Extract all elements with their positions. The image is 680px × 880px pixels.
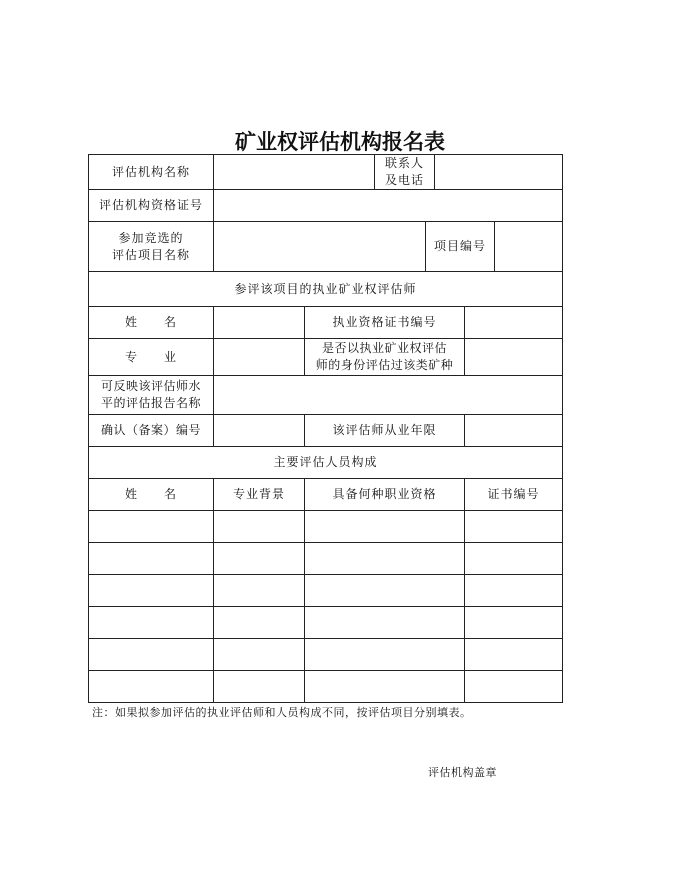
staff-cell[interactable] — [214, 575, 304, 606]
report-name-line2: 平的评估报告名称 — [100, 396, 201, 410]
staff-cell[interactable] — [89, 511, 213, 542]
qualification-no-field[interactable] — [214, 190, 562, 221]
appraiser-name-field[interactable] — [214, 307, 304, 338]
report-name-label — [89, 376, 213, 414]
cert-no-label: 执业资格证书编号 — [332, 315, 437, 329]
org-name-field[interactable] — [214, 155, 374, 189]
staff-cell[interactable] — [465, 575, 562, 606]
contact-label — [375, 155, 434, 189]
project-name-label — [89, 222, 213, 271]
identity-question-line1: 是否以执业矿业权评估 — [321, 341, 447, 355]
staff-cell[interactable] — [465, 671, 562, 702]
staff-cell[interactable] — [465, 639, 562, 670]
form-title: 矿业权评估机构报名表 — [235, 129, 445, 154]
staff-cell[interactable] — [89, 639, 213, 670]
staff-header-major: 专业背景 — [232, 487, 285, 501]
contact-field[interactable] — [435, 155, 562, 189]
staff-cell[interactable] — [214, 511, 304, 542]
project-no-label: 项目编号 — [433, 239, 486, 253]
years-field[interactable] — [465, 415, 562, 446]
project-name-label-line1: 参加竞选的 — [118, 230, 184, 245]
identity-question-label — [305, 339, 464, 375]
contact-label-line2: 及电话 — [384, 173, 424, 187]
appraiser-name-label: 姓 名 — [124, 315, 177, 329]
staff-cell[interactable] — [89, 671, 213, 702]
identity-question-line2: 师的身份评估过该类矿种 — [315, 358, 454, 372]
seal-label: 评估机构盖章 — [428, 766, 497, 779]
years-label: 该评估师从业年限 — [332, 423, 437, 437]
staff-header-qualification: 具备何种职业资格 — [332, 487, 437, 501]
major-label: 专 业 — [124, 349, 177, 364]
staff-cell[interactable] — [214, 607, 304, 638]
major-field[interactable] — [214, 339, 304, 375]
staff-section-header: 主要评估人员构成 — [273, 455, 378, 469]
staff-cell[interactable] — [89, 543, 213, 574]
report-name-line1: 可反映该评估师水 — [100, 379, 201, 393]
staff-cell[interactable] — [89, 575, 213, 606]
record-no-field[interactable] — [214, 415, 304, 446]
grid-line — [562, 154, 563, 703]
staff-cell[interactable] — [214, 671, 304, 702]
identity-question-field[interactable] — [465, 339, 562, 375]
staff-cell[interactable] — [305, 575, 464, 606]
staff-cell[interactable] — [214, 543, 304, 574]
appraiser-section-header: 参评该项目的执业矿业权评估师 — [234, 281, 417, 296]
contact-label-line1: 联系人 — [384, 156, 424, 170]
staff-cell[interactable] — [305, 511, 464, 542]
staff-cell[interactable] — [465, 543, 562, 574]
qualification-no-label: 评估机构资格证号 — [98, 198, 203, 212]
staff-cell[interactable] — [305, 543, 464, 574]
project-name-label-line2: 评估项目名称 — [111, 247, 190, 262]
staff-cell[interactable] — [465, 511, 562, 542]
project-name-field[interactable] — [214, 222, 425, 271]
cert-no-field[interactable] — [465, 307, 562, 338]
staff-cell[interactable] — [305, 671, 464, 702]
staff-header-name: 姓 名 — [124, 487, 177, 501]
staff-header-cert-no: 证书编号 — [487, 487, 540, 501]
staff-cell[interactable] — [89, 607, 213, 638]
staff-cell[interactable] — [465, 607, 562, 638]
staff-cell[interactable] — [214, 639, 304, 670]
report-name-field[interactable] — [214, 376, 562, 414]
staff-cell[interactable] — [305, 607, 464, 638]
footnote: 注：如果拟参加评估的执业评估师和人员构成不同，按评估项目分别填表。 — [92, 706, 472, 719]
org-name-label: 评估机构名称 — [111, 164, 190, 179]
project-no-field[interactable] — [495, 222, 562, 271]
grid-line — [88, 702, 563, 703]
record-no-label: 确认（备案）编号 — [100, 423, 201, 437]
staff-cell[interactable] — [305, 639, 464, 670]
